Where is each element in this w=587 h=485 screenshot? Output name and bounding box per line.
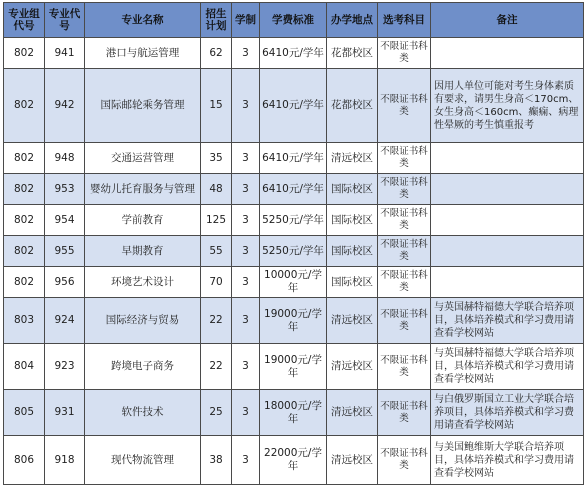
cell-group-code: 804	[4, 344, 45, 390]
cell-fee: 19000元/学年	[260, 344, 327, 390]
cell-plan: 48	[201, 174, 232, 205]
cell-subject: 不限证书科类	[378, 267, 431, 298]
cell-fee: 6410元/学年	[260, 143, 327, 174]
cell-major-name: 现代物流管理	[85, 436, 201, 485]
cell-major-code: 931	[45, 390, 85, 436]
cell-major-code: 956	[45, 267, 85, 298]
cell-major-name: 学前教育	[85, 205, 201, 236]
cell-group-code: 802	[4, 205, 45, 236]
cell-major-name: 环境艺术设计	[85, 267, 201, 298]
cell-campus: 清远校区	[327, 344, 378, 390]
cell-plan: 125	[201, 205, 232, 236]
header-subject: 选考科目	[378, 3, 431, 38]
header-group-code: 专业组代号	[4, 3, 45, 38]
cell-plan: 35	[201, 143, 232, 174]
cell-campus: 国际校区	[327, 236, 378, 267]
cell-subject: 不限证书科类	[378, 436, 431, 485]
cell-group-code: 802	[4, 174, 45, 205]
cell-years: 3	[232, 205, 260, 236]
header-years: 学制	[232, 3, 260, 38]
table-row	[4, 143, 584, 174]
cell-years: 3	[232, 390, 260, 436]
table-row	[4, 267, 584, 298]
cell-group-code: 802	[4, 38, 45, 69]
cell-plan: 15	[201, 69, 232, 143]
cell-group-code: 805	[4, 390, 45, 436]
cell-years: 3	[232, 344, 260, 390]
cell-subject: 不限证书科类	[378, 38, 431, 69]
cell-subject: 不限证书科类	[378, 390, 431, 436]
table-row	[4, 174, 584, 205]
cell-group-code: 802	[4, 236, 45, 267]
cell-major-name: 早期教育	[85, 236, 201, 267]
cell-subject: 不限证书科类	[378, 298, 431, 344]
cell-subject: 不限证书科类	[378, 143, 431, 174]
cell-fee: 6410元/学年	[260, 38, 327, 69]
header-note: 备注	[431, 3, 584, 38]
cell-major-code: 948	[45, 143, 85, 174]
cell-fee: 5250元/学年	[260, 236, 327, 267]
cell-major-name: 交通运营管理	[85, 143, 201, 174]
cell-years: 3	[232, 174, 260, 205]
cell-campus: 国际校区	[327, 267, 378, 298]
cell-group-code: 802	[4, 143, 45, 174]
cell-campus: 清远校区	[327, 390, 378, 436]
cell-years: 3	[232, 38, 260, 69]
cell-years: 3	[232, 267, 260, 298]
cell-plan: 70	[201, 267, 232, 298]
cell-fee: 6410元/学年	[260, 69, 327, 143]
cell-years: 3	[232, 298, 260, 344]
admission-table	[3, 2, 584, 485]
cell-note: 与英国赫特福德大学联合培养项目，具体培养模式和学习费用请查看学校网站	[431, 298, 584, 344]
header-major-code: 专业代号	[45, 3, 85, 38]
cell-fee: 18000元/学年	[260, 390, 327, 436]
cell-campus: 花都校区	[327, 69, 378, 143]
cell-major-name: 国际邮轮乘务管理	[85, 69, 201, 143]
header-campus: 办学地点	[327, 3, 378, 38]
cell-group-code: 803	[4, 298, 45, 344]
table-row	[4, 205, 584, 236]
header-plan: 招生计划	[201, 3, 232, 38]
cell-major-code: 953	[45, 174, 85, 205]
table-row	[4, 344, 584, 390]
cell-years: 3	[232, 143, 260, 174]
cell-major-name: 港口与航运管理	[85, 38, 201, 69]
cell-major-name: 跨境电子商务	[85, 344, 201, 390]
cell-years: 3	[232, 69, 260, 143]
cell-campus: 国际校区	[327, 205, 378, 236]
cell-note	[431, 267, 584, 298]
cell-major-code: 923	[45, 344, 85, 390]
cell-fee: 10000元/学年	[260, 267, 327, 298]
cell-campus: 清远校区	[327, 436, 378, 485]
cell-major-name: 婴幼儿托育服务与管理	[85, 174, 201, 205]
cell-note: 与美国鲍维斯大学联合培养项目，具体培养模式和学习费用请查看学校网站	[431, 436, 584, 485]
cell-fee: 6410元/学年	[260, 174, 327, 205]
cell-fee: 5250元/学年	[260, 205, 327, 236]
cell-note: 因用人单位可能对考生身体素质有要求，请男生身高＜170cm、女生身高＜160cm、癫痫、病理性晕厥的考生慎重报考	[431, 69, 584, 143]
cell-subject: 不限证书科类	[378, 344, 431, 390]
cell-fee: 19000元/学年	[260, 298, 327, 344]
cell-major-code: 942	[45, 69, 85, 143]
cell-note	[431, 143, 584, 174]
cell-note: 与白俄罗斯国立工业大学联合培养项目，具体培养模式和学习费用请查看学校网站	[431, 390, 584, 436]
cell-subject: 不限证书科类	[378, 205, 431, 236]
cell-years: 3	[232, 236, 260, 267]
cell-major-code: 955	[45, 236, 85, 267]
cell-years: 3	[232, 436, 260, 485]
cell-note	[431, 38, 584, 69]
cell-plan: 25	[201, 390, 232, 436]
header-major-name: 专业名称	[85, 3, 201, 38]
cell-note	[431, 205, 584, 236]
cell-plan: 22	[201, 344, 232, 390]
table-row	[4, 390, 584, 436]
cell-major-name: 软件技术	[85, 390, 201, 436]
cell-group-code: 802	[4, 267, 45, 298]
cell-major-code: 954	[45, 205, 85, 236]
cell-subject: 不限证书科类	[378, 236, 431, 267]
cell-subject: 不限证书科类	[378, 69, 431, 143]
cell-major-name: 国际经济与贸易	[85, 298, 201, 344]
cell-plan: 22	[201, 298, 232, 344]
cell-subject: 不限证书科类	[378, 174, 431, 205]
cell-note	[431, 174, 584, 205]
cell-major-code: 924	[45, 298, 85, 344]
table-row	[4, 436, 584, 485]
cell-major-code: 941	[45, 38, 85, 69]
cell-group-code: 802	[4, 69, 45, 143]
cell-major-code: 918	[45, 436, 85, 485]
cell-plan: 62	[201, 38, 232, 69]
cell-campus: 清远校区	[327, 143, 378, 174]
cell-plan: 55	[201, 236, 232, 267]
table-row	[4, 38, 584, 69]
cell-campus: 花都校区	[327, 38, 378, 69]
cell-note: 与英国赫特福德大学联合培养项目，具体培养模式和学习费用请查看学校网站	[431, 344, 584, 390]
cell-plan: 38	[201, 436, 232, 485]
table-row	[4, 298, 584, 344]
cell-campus: 国际校区	[327, 174, 378, 205]
cell-note	[431, 236, 584, 267]
cell-campus: 清远校区	[327, 298, 378, 344]
table-row	[4, 236, 584, 267]
cell-fee: 22000元/学年	[260, 436, 327, 485]
cell-group-code: 806	[4, 436, 45, 485]
table-header-row	[4, 3, 584, 38]
table-row	[4, 69, 584, 143]
header-fee: 学费标准	[260, 3, 327, 38]
